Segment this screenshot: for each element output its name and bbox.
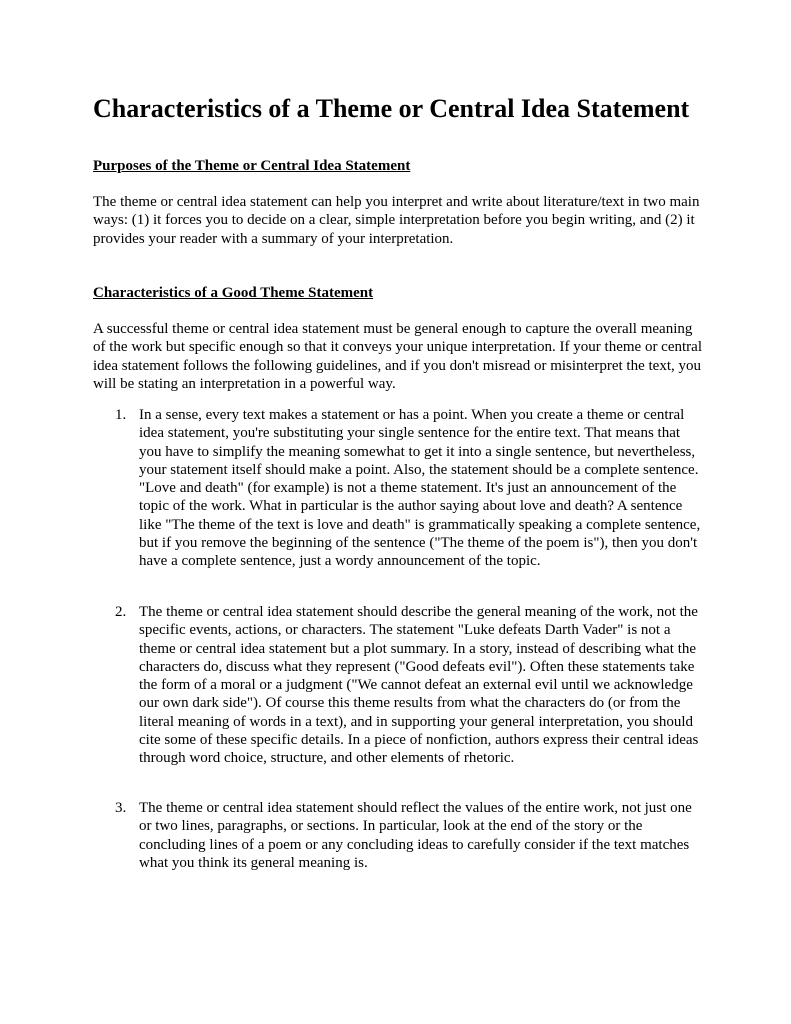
list-item-text: The theme or central idea statement should reflect the values of the entire work, not just one or two lines, paragraphs, or sections. In particular, look at the end of the story or the concluding lines of a poem or any concluding ideas to carefully consider if the text matches what you think its general meaning is.: [139, 800, 692, 871]
list-item-number: 3.: [115, 800, 127, 816]
document-title: Characteristics of a Theme or Central Idea Statement: [93, 94, 690, 123]
section-heading-purposes: Purposes of the Theme or Central Idea Statement: [93, 158, 411, 174]
list-item-text: The theme or central idea statement should describe the general meaning of the work, not the specific events, actions, or characters. The statement "Luke defeats Darth Vader" is not a theme or central idea statement but a plot summary. In a story, instead of describing what the characters do, discuss what they represent ("Good defeats evil"). Often these statements take the form of a moral or a judgment ("We cannot defeat an external evil until we acknowledge our own dark side"). Of course this theme results from what the characters do (or from the literal meaning of words in a text), and in supporting your general interpretation, you should cite some of these specific details. In a piece of nonfiction, authors express their central ideas through word choice, structure, and other elements of rhetoric.: [139, 604, 699, 767]
section-heading-characteristics: Characteristics of a Good Theme Statement: [93, 285, 374, 301]
list-item-number: 2.: [115, 604, 127, 620]
list-item-text: In a sense, every text makes a statement or has a point. When you create a theme or central idea statement, you're substituting your single sentence for the entire text. That means that you have to simplify the meaning somewhat to get it into a single sentence, but nevertheless, your statement itself should make a point. Also, the statement should be a complete sentence. "Love and death" (for example) is not a theme statement. It's just an announcement of the topic of the work. What in particular is the author saying about love and death? A sentence like "The theme of the text is love and death" is grammatically speaking a complete sentence, but if you remove the beginning of the sentence ("The theme of the poem is"), then you don't have a complete sentence, just a wordy announcement of the topic.: [139, 407, 701, 570]
paragraph-characteristics: A successful theme or central idea statement must be general enough to capture the overall meaning of the work but specific enough so that it conveys your unique interpretation. If your theme or central idea statement follows the following guidelines, and if you don't misread or misinterpret the text, you will be stating an interpretation in a powerful way.: [93, 321, 702, 392]
list-item-number: 1.: [115, 407, 127, 423]
paragraph-purposes: The theme or central idea statement can help you interpret and write about literature/text in two main ways: (1) it forces you to decide on a clear, simple interpretation before you begin writing, and (2) it provides your reader with a summary of your interpretation.: [93, 194, 700, 247]
